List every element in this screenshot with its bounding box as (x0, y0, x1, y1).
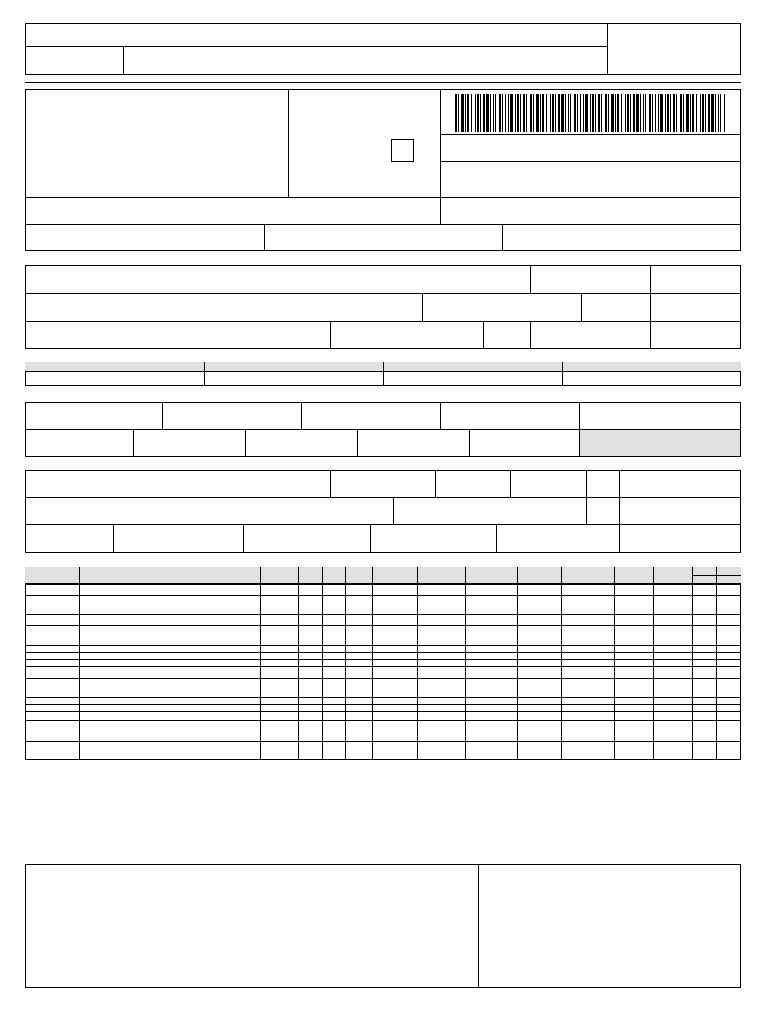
barcode-bar (568, 94, 569, 132)
barcode-bar (598, 94, 600, 132)
barcode-bar (520, 94, 521, 132)
barcode-bar (561, 94, 564, 132)
barcode-bar (658, 94, 659, 132)
products-row-divider (25, 652, 741, 653)
barcode-bar (517, 94, 519, 132)
barcode-bar (577, 94, 578, 132)
barcode-bar (680, 94, 682, 132)
barcode-bar (645, 94, 646, 132)
carrier-r1-div-1 (330, 470, 331, 497)
barcode-bar (471, 94, 472, 132)
products-header-subdivider (692, 575, 741, 576)
barcode-bar (615, 94, 616, 132)
barcode-bar (558, 94, 560, 132)
barcode-bar (715, 94, 716, 132)
barcode-bar (555, 94, 556, 132)
additional-data-divider (478, 864, 479, 988)
barcode-bar (467, 94, 469, 132)
access-key-divider-2 (440, 161, 741, 162)
barcode-bar (530, 94, 532, 132)
barcode-bar (552, 94, 554, 132)
barcode-bar (676, 94, 677, 132)
tax-r2-div-4 (469, 429, 470, 457)
header-divider (25, 46, 607, 47)
barcode-bar (649, 94, 651, 132)
header-corner-divider (607, 23, 608, 75)
barcode-bar (499, 94, 501, 132)
barcode-bar (475, 94, 476, 132)
barcode-bar (660, 94, 663, 132)
barcode-bar (565, 94, 566, 132)
barcode-bar (636, 94, 639, 132)
header-box (25, 23, 741, 75)
carrier-block (25, 470, 741, 553)
tax-r2-div-2 (245, 429, 246, 457)
barcode-bar (477, 94, 479, 132)
header-col-divider (123, 46, 124, 75)
barcode-bar (711, 94, 714, 132)
tax-r1-div-1 (162, 402, 163, 429)
barcode-bar (621, 94, 622, 132)
carrier-r2-div-1 (393, 497, 394, 524)
products-row-divider (25, 645, 741, 646)
tax-r2-div-1 (133, 429, 134, 457)
cut-line (25, 82, 741, 83)
barcode-bar (643, 94, 644, 132)
carrier-r1-div-2 (435, 470, 436, 497)
barcode-bar (683, 94, 684, 132)
carrier-row-divider-1 (25, 497, 741, 498)
products-row-divider (25, 741, 741, 742)
barcode-bar (690, 94, 691, 132)
barcode-bar (633, 94, 635, 132)
recipient-block (25, 265, 741, 349)
carrier-col-div-a (586, 470, 587, 524)
barcode-bar (611, 94, 614, 132)
carrier-row-divider-2 (25, 524, 741, 525)
recipient-row-divider-1 (25, 293, 741, 294)
products-row-divider (25, 584, 741, 585)
products-row-divider (25, 614, 741, 615)
cnpj-divider-1 (264, 224, 265, 251)
total-invoice-cell (580, 430, 740, 456)
barcode-bar (700, 94, 701, 132)
products-row-divider (25, 720, 741, 721)
barcode-bar (601, 94, 602, 132)
barcode-bar (724, 94, 725, 132)
barcode-bar (665, 94, 666, 132)
barcode-bar (570, 94, 571, 132)
barcode-bar (493, 94, 494, 132)
carrier-r3-div-3 (370, 524, 371, 553)
barcode-bar (465, 94, 466, 132)
barcode-bar (605, 94, 607, 132)
issuer-divider-1 (288, 89, 289, 197)
barcode-bar (595, 94, 596, 132)
recipient-row-divider-2 (25, 321, 741, 322)
products-row-divider (25, 678, 741, 679)
carrier-col-div-fixed (619, 470, 620, 553)
recipient-r1-div-1 (530, 265, 531, 293)
barcode-bar (608, 94, 609, 132)
barcode-bar (483, 94, 485, 132)
barcode-bar (640, 94, 641, 132)
carrier-r3-div-4 (496, 524, 497, 553)
invoice-parts-div-3 (562, 362, 563, 386)
barcode-bar (583, 94, 584, 132)
barcode-bar (526, 94, 527, 132)
barcode-bar (655, 94, 656, 132)
barcode-bar (502, 94, 503, 132)
tax-r1-div-3 (440, 402, 441, 429)
barcode-bar (627, 94, 629, 132)
barcode-bar (673, 94, 675, 132)
recipient-r2-div-1 (422, 293, 423, 321)
barcode-bar (455, 94, 457, 132)
barcode-image (455, 94, 725, 132)
barcode-bar (670, 94, 671, 132)
barcode-bar (540, 94, 541, 132)
products-row-divider (25, 595, 741, 596)
barcode-bar (480, 94, 481, 132)
barcode-bar (542, 94, 544, 132)
barcode-bar (515, 94, 516, 132)
barcode-bar (625, 94, 626, 132)
recipient-r2-div-2 (581, 293, 582, 321)
carrier-r3-div-1 (113, 524, 114, 553)
additional-data-block (25, 864, 741, 988)
barcode-bar (505, 94, 506, 132)
products-row-divider (25, 711, 741, 712)
barcode-bar (617, 94, 619, 132)
products-row-divider (25, 659, 741, 660)
recipient-r3-div-1 (330, 321, 331, 349)
barcode-bar (461, 94, 464, 132)
barcode-bar (718, 94, 719, 132)
barcode-bar (536, 94, 539, 132)
barcode-bar (708, 94, 710, 132)
recipient-r3-div-2 (483, 321, 484, 349)
issuer-row-divider-2 (25, 224, 741, 225)
barcode-bar (652, 94, 653, 132)
barcode-bar (702, 94, 704, 132)
barcode-bar (585, 94, 588, 132)
barcode-bar (692, 94, 694, 132)
tax-r1-div-2 (301, 402, 302, 429)
products-row-divider (25, 625, 741, 626)
access-key-divider-1 (440, 134, 741, 135)
barcode-bar (533, 94, 534, 132)
cnpj-divider-2 (502, 224, 503, 251)
barcode-bar (630, 94, 631, 132)
issuer-divider-2 (440, 89, 441, 224)
barcode-bar (490, 94, 491, 132)
barcode-bar (574, 94, 576, 132)
tax-r2-div-3 (357, 429, 358, 457)
barcode-bar (686, 94, 689, 132)
barcode-bar (550, 94, 551, 132)
issuer-row-divider-1 (25, 197, 741, 198)
barcode-bar (592, 94, 594, 132)
barcode-bar (667, 94, 669, 132)
barcode-bar (458, 94, 459, 132)
carrier-r1-div-3 (510, 470, 511, 497)
invoice-parts-div-2 (383, 362, 384, 386)
barcode-bar (696, 94, 697, 132)
barcode-bar (580, 94, 581, 132)
products-row-divider (25, 704, 741, 705)
recipient-r3-div-3 (530, 321, 531, 349)
recipient-col-div-fixed (650, 265, 651, 349)
barcode-bar (590, 94, 591, 132)
entry-exit-checkbox[interactable] (391, 139, 414, 162)
products-table-header (25, 567, 741, 584)
barcode-bar (510, 94, 513, 132)
products-row-divider (25, 666, 741, 667)
barcode-bar (495, 94, 496, 132)
barcode-bar (546, 94, 547, 132)
invoice-parts-div-1 (204, 362, 205, 386)
barcode-bar (720, 94, 721, 132)
barcode-bar (486, 94, 489, 132)
carrier-r3-div-2 (243, 524, 244, 553)
products-row-divider (25, 697, 741, 698)
barcode-bar (508, 94, 509, 132)
barcode-bar (523, 94, 525, 132)
barcode-bar (705, 94, 706, 132)
